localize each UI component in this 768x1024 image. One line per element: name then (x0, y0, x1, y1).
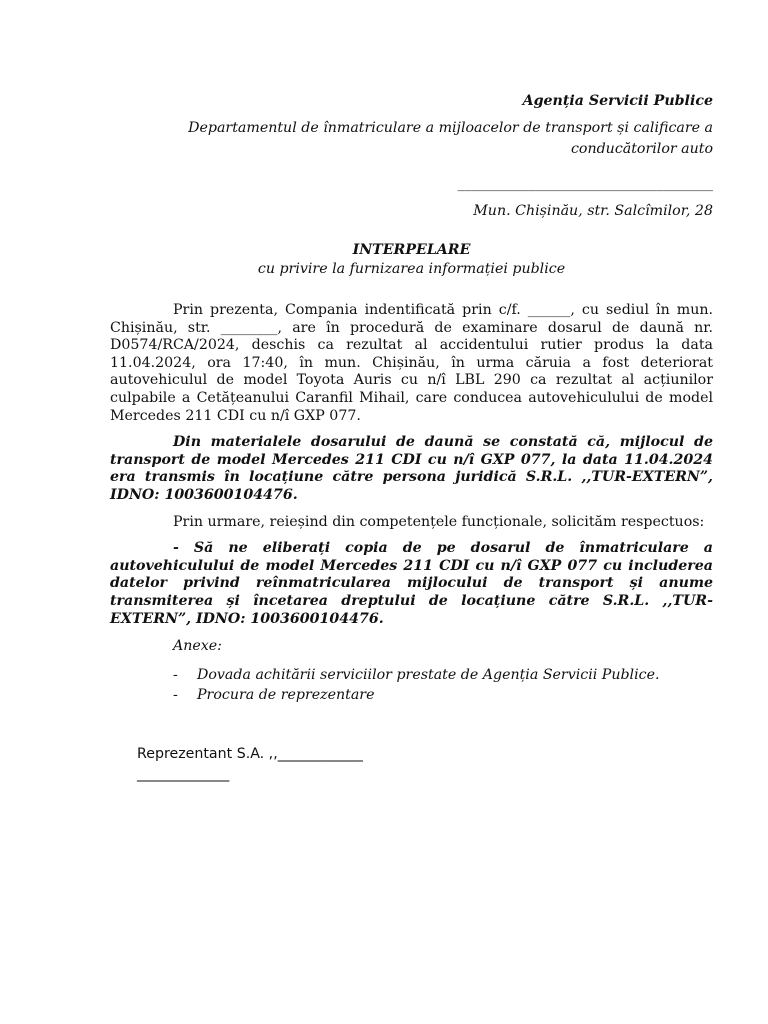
recipient-header (140, 91, 713, 222)
signature-line-1: Reprezentant S.A. ,,____________ (137, 746, 363, 762)
paragraph-finding: Din materialele dosarului de daună se constată că, mijlocul de transport de model Mercedes 211 CDI cu n/î GXP 077, la data 11.04.2024 era transmis în locațiune către persona juridică S.R.L. ,,TUR-EXTERN”, IDNO: 1003600104476. (110, 434, 713, 503)
annex-item-text: Dovada achitării serviciilor prestate de Agenția Servicii Publice. (197, 666, 660, 683)
annex-item (110, 665, 713, 685)
blank-line: ____________________________________ (457, 176, 713, 192)
list-dash: - (173, 686, 178, 703)
paragraph-intro: Prin prezenta, Compania indentificată prin c/f. ______, cu sediul în mun. Chișinău, str. ________, are în procedură de examinare dosarul de daună nr. D0574/RCA/2024, deschis ca rezultat al accidentului rutier produs la data 11.04.2024, ora 17:40, în mun. Chișinău, în urma căruia a fost deteriorat autovehiculul de model Toyota Auris cu n/î LBL 290 ca rezultat al acțiunilor culpabile a Cetățeanului Caranfil Mihail, care conducea autovehiculului de model Mercedes 211 CDI cu n/î GXP 077. (110, 302, 713, 424)
document-body (110, 302, 713, 705)
paragraph-request-intro: Prin urmare, reieșind din competențele funcționale, solicităm respectuos: (173, 513, 705, 530)
recipient-address: Mun. Chișinău, str. Salcîmilor, 28 (473, 203, 713, 219)
title-main: INTERPELARE (352, 242, 471, 258)
annexes-list (110, 665, 713, 705)
annexes-label: Anexe: (173, 638, 222, 655)
list-dash: - (173, 666, 178, 683)
paragraph-request: - Să ne eliberați copia de pe dosarul de înmatriculare a autovehiculului de model Mercedes 211 CDI cu n/î GXP 077 cu includerea datelor privind reînmatricularea mijlocului de transport și anume transmiterea și încetarea dreptului de locațiune către S.R.L. ,,TUR-EXTERN”, IDNO: 1003600104476. (110, 540, 713, 627)
annex-item-text: Procura de reprezentare (197, 686, 375, 703)
annex-item (110, 685, 713, 705)
signature-block (137, 744, 363, 784)
document-title (110, 241, 713, 279)
title-subtitle: cu privire la furnizarea informației publice (257, 261, 566, 277)
signature-line-2: _____________ (137, 766, 230, 782)
department-name: Departamentul de înmatriculare a mijloacelor de transport și calificare a conducătorilor auto (188, 120, 713, 157)
agency-name: Agenția Servicii Publice (522, 93, 713, 109)
